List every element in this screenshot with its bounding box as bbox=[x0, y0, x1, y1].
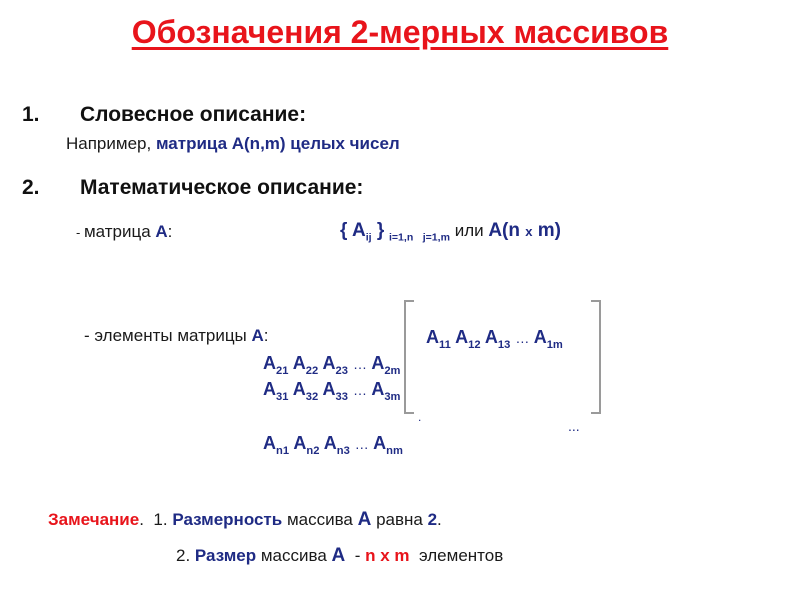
matrix-gap-dots: ... bbox=[568, 418, 580, 434]
matrix-left-bracket bbox=[404, 300, 414, 414]
matrix-right-bracket bbox=[591, 300, 601, 414]
notation-close: } bbox=[371, 220, 385, 241]
note-line-2 bbox=[176, 545, 503, 567]
note-item2-value: n x m bbox=[365, 546, 410, 565]
cell-index: 23 bbox=[335, 365, 348, 378]
notation-alt-x: x bbox=[525, 224, 533, 239]
elements-label-text: - элементы матрицы bbox=[84, 326, 252, 345]
note-item2-num: 2. bbox=[176, 546, 191, 565]
cell-letter: A bbox=[484, 327, 498, 347]
note-item2-dash: - bbox=[345, 546, 366, 565]
note-item1-name: A bbox=[357, 509, 372, 530]
section-2-heading: Математическое описание: bbox=[80, 176, 364, 199]
matrix-row-3 bbox=[263, 379, 401, 404]
note-line-1 bbox=[48, 509, 442, 531]
cell-index: 33 bbox=[335, 391, 348, 404]
matrix-notation bbox=[340, 220, 561, 242]
matrix-label-colon: : bbox=[167, 222, 173, 241]
cell-letter: A bbox=[263, 353, 276, 373]
cell-index: 22 bbox=[305, 365, 319, 378]
cell-letter: A bbox=[263, 433, 276, 453]
notation-sub: ij bbox=[365, 231, 372, 244]
cell-index: 11 bbox=[439, 339, 451, 352]
matrix-label-dash: - bbox=[76, 225, 84, 240]
notation-open: { A bbox=[340, 220, 366, 241]
note-item2-bold: Размер bbox=[194, 546, 257, 565]
matrix-label-text: матрица bbox=[83, 222, 156, 241]
row-ellipsis: … bbox=[352, 382, 367, 398]
section-1-number: 1. bbox=[22, 103, 40, 126]
cell-letter: A bbox=[426, 327, 439, 347]
section-1-example bbox=[66, 134, 400, 154]
note-item1-text2: равна bbox=[371, 510, 428, 529]
cell-index: 32 bbox=[305, 391, 319, 404]
matrix-label bbox=[76, 222, 172, 242]
cell-letter: A bbox=[371, 353, 385, 373]
cell-index: 2m bbox=[384, 365, 401, 378]
cell-letter: A bbox=[373, 433, 387, 453]
matrix-gap-dot: . bbox=[418, 410, 422, 424]
notation-index-j: j=1,m bbox=[422, 231, 450, 244]
cell-index: 3m bbox=[384, 391, 401, 404]
section-1-heading: Словесное описание: bbox=[80, 103, 307, 126]
notation-alt-a: A(n bbox=[488, 220, 526, 241]
cell-index: n1 bbox=[276, 445, 290, 458]
cell-letter: A bbox=[263, 379, 276, 399]
cell-letter: A bbox=[292, 379, 306, 399]
cell-index: 1m bbox=[546, 339, 563, 352]
cell-index: n2 bbox=[306, 445, 320, 458]
example-prefix: Например, bbox=[66, 134, 156, 153]
cell-letter: A bbox=[293, 433, 307, 453]
notation-or: или bbox=[449, 221, 489, 240]
page-title: Обозначения 2-мерных массивов bbox=[131, 14, 669, 50]
notation-alt-b: m) bbox=[532, 220, 561, 241]
cell-index: 21 bbox=[276, 365, 289, 378]
row-ellipsis: … bbox=[354, 436, 369, 452]
note-item1-text: массива bbox=[282, 510, 358, 529]
elements-label-name: A bbox=[251, 326, 264, 345]
elements-label bbox=[84, 326, 269, 346]
row-ellipsis: … bbox=[352, 356, 367, 372]
note-item2-end: элементов bbox=[409, 546, 504, 565]
note-item1-end: . bbox=[437, 510, 442, 529]
cell-index: 12 bbox=[468, 339, 481, 352]
row-ellipsis: … bbox=[515, 330, 530, 346]
cell-letter: A bbox=[322, 379, 336, 399]
note-label-dot: . bbox=[139, 510, 144, 529]
note-item1-num: 1. bbox=[153, 510, 168, 529]
matrix-label-name: A bbox=[155, 222, 168, 241]
cell-index: 31 bbox=[276, 391, 289, 404]
cell-index: n3 bbox=[336, 445, 350, 458]
cell-letter: A bbox=[292, 353, 306, 373]
cell-letter: A bbox=[455, 327, 469, 347]
note-item2-text: массива bbox=[256, 546, 332, 565]
cell-letter: A bbox=[323, 433, 337, 453]
cell-letter: A bbox=[322, 353, 336, 373]
cell-index: 13 bbox=[497, 339, 511, 352]
note-label: Замечание bbox=[48, 510, 140, 529]
notation-index-i: i=1,n bbox=[388, 231, 414, 244]
matrix-row-2 bbox=[263, 353, 401, 378]
note-item1-value: 2 bbox=[427, 510, 438, 529]
note-item1-bold: Размерность bbox=[172, 510, 283, 529]
cell-letter: A bbox=[371, 379, 385, 399]
matrix-row-n bbox=[263, 433, 403, 458]
cell-letter: A bbox=[533, 327, 547, 347]
elements-label-colon: : bbox=[263, 326, 269, 345]
note-item2-name: A bbox=[331, 545, 346, 566]
cell-index: nm bbox=[386, 445, 403, 458]
example-highlight: матрица A(n,m) целых чисел bbox=[155, 134, 400, 153]
matrix-row-1 bbox=[426, 327, 563, 352]
section-2-number: 2. bbox=[22, 176, 40, 199]
